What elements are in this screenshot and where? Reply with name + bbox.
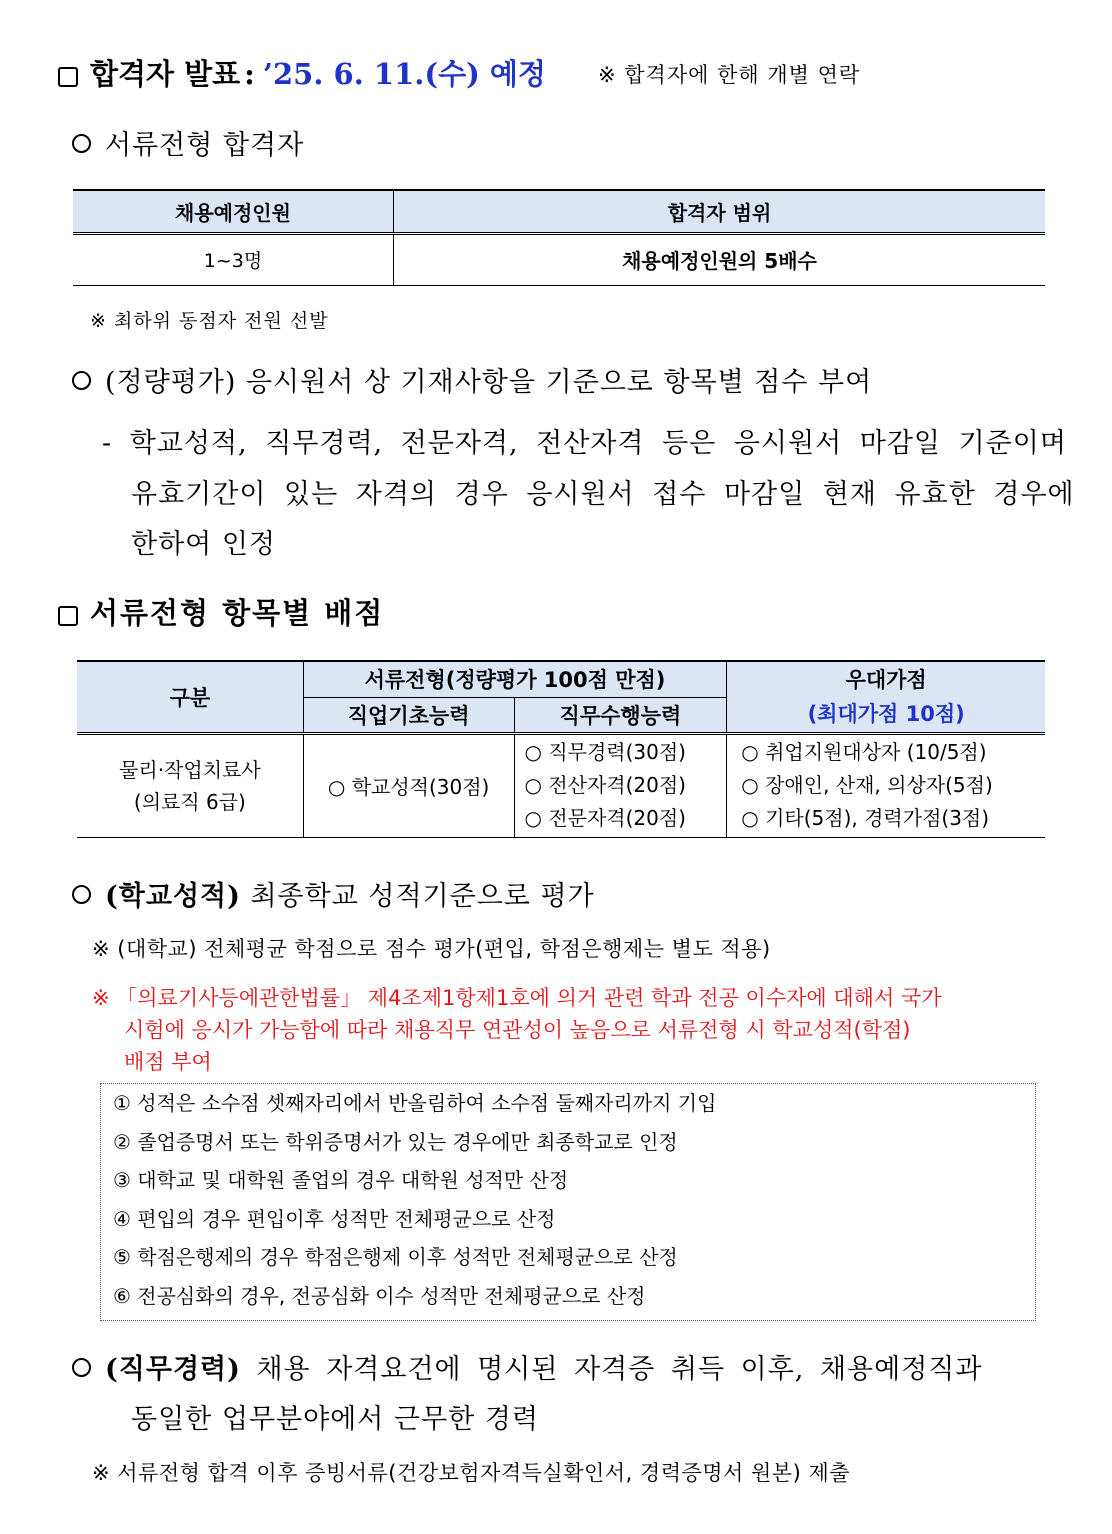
td-category: 물리·작업치료사 (의료직 6급) [77,733,303,837]
td-pass-range: 채용예정인원의 5배수 [622,249,817,273]
school-note-2-line-3: 배점 부여 [124,1050,212,1074]
checkbox-square-icon [58,606,78,626]
announce-label: 합격자 발표 [90,57,241,91]
school-note-2-line-1: ※ 「의료기사등에관한법률」 제4조제1항제1호에 의거 관련 학과 전공 이수자에 대해서 국가 [92,986,942,1010]
scoring-table [77,660,1045,838]
rule-6: ⑥ 전공심화의 경우, 전공심화 이수 성적만 전체평균으로 산정 [113,1283,646,1308]
school-note-2-line-2: 시험에 응시가 가능함에 따라 채용직무 연관성이 높음으로 서류전형 시 학교성적(학점) [124,1018,911,1042]
doc-pass-note: ※ 최하위 동점자 전원 선발 [90,310,329,332]
quant-line-3: 한하여 인정 [131,529,276,560]
th-planned-count: 채용예정인원 [73,190,394,233]
quant-line-1: - 학교성적, 직무경력, 전문자격, 전산자격 등은 응시원서 마감일 기준이며 [102,428,1067,459]
career-line-2: 동일한 업무분야에서 근무한 경력 [131,1404,539,1435]
scoring-heading: 서류전형 항목별 배점 [58,593,384,633]
th-basic-ability: 직업기초능력 [303,697,514,733]
td-basic-items: ○ 학교성적(30점) [303,733,514,837]
td-planned-count: 1~3명 [73,233,394,285]
school-rules-box [100,1083,1036,1321]
announce-line [58,54,546,94]
th-category: 구분 [77,661,303,733]
circle-bullet-icon [72,134,91,153]
th-pass-range: 합격자 범위 [394,190,1046,233]
quant-line-2: 유효기간이 있는 자격의 경우 응시원서 접수 마감일 현재 유효한 경우에 [131,479,1075,510]
announce-date: ’25. 6. 11.(수) 예정 [262,57,546,91]
rule-5: ⑤ 학점은행제의 경우 학점은행제 이후 성적만 전체평균으로 산정 [113,1245,678,1269]
quant-heading: (정량평가) 응시원서 상 기재사항을 기준으로 항목별 점수 부여 [72,362,872,404]
school-note-1: ※ (대학교) 전체평균 학점으로 점수 평가(편입, 학점은행제는 별도 적용) [92,937,771,961]
circle-bullet-icon [72,371,91,390]
doc-pass-table [73,189,1045,286]
school-heading: (학교성적) 최종학교 성적기준으로 평가 [72,876,595,918]
circle-bullet-icon [72,1358,91,1377]
th-bonus: 우대가점 (최대가점 10점) [727,661,1045,733]
announce-note: ※ 합격자에 한해 개별 연락 [598,63,861,87]
bonus-max: (최대가점 10점) [807,701,965,726]
td-bonus-items: ○ 취업지원대상자 (10/5점) ○ 장애인, 산재, 의상자(5점) ○ 기타(5점), 경력가점(3점) [741,740,993,830]
rule-2: ② 졸업증명서 또는 학위증명서가 있는 경우에만 최종학교로 인정 [113,1129,678,1154]
rule-3: ③ 대학교 및 대학원 졸업의 경우 대학원 성적만 산정 [113,1168,569,1192]
td-job-items: ○ 직무경력(30점) ○ 전산자격(20점) ○ 전문자격(20점) [514,733,727,837]
career-heading: (직무경력) 채용 자격요건에 명시된 자격증 취득 이후, 채용예정직과 [72,1348,982,1392]
th-job-ability: 직무수행능력 [514,697,727,733]
career-note: ※ 서류전형 합격 이후 증빙서류(건강보험자격득실확인서, 경력증명서 원본) 제출 [92,1461,851,1485]
th-doc-screening: 서류전형(정량평가 100점 만점) [303,661,727,697]
checkbox-square-icon [58,67,78,87]
rule-4: ④ 편입의 경우 편입이후 성적만 전체평균으로 산정 [113,1206,556,1231]
announce-colon: : [244,57,255,91]
doc-pass-heading: 서류전형 합격자 [72,126,304,166]
circle-bullet-icon [72,885,91,904]
rule-1: ① 성적은 소수점 셋째자리에서 반올림하여 소수점 둘째자리까지 기입 [113,1091,717,1115]
